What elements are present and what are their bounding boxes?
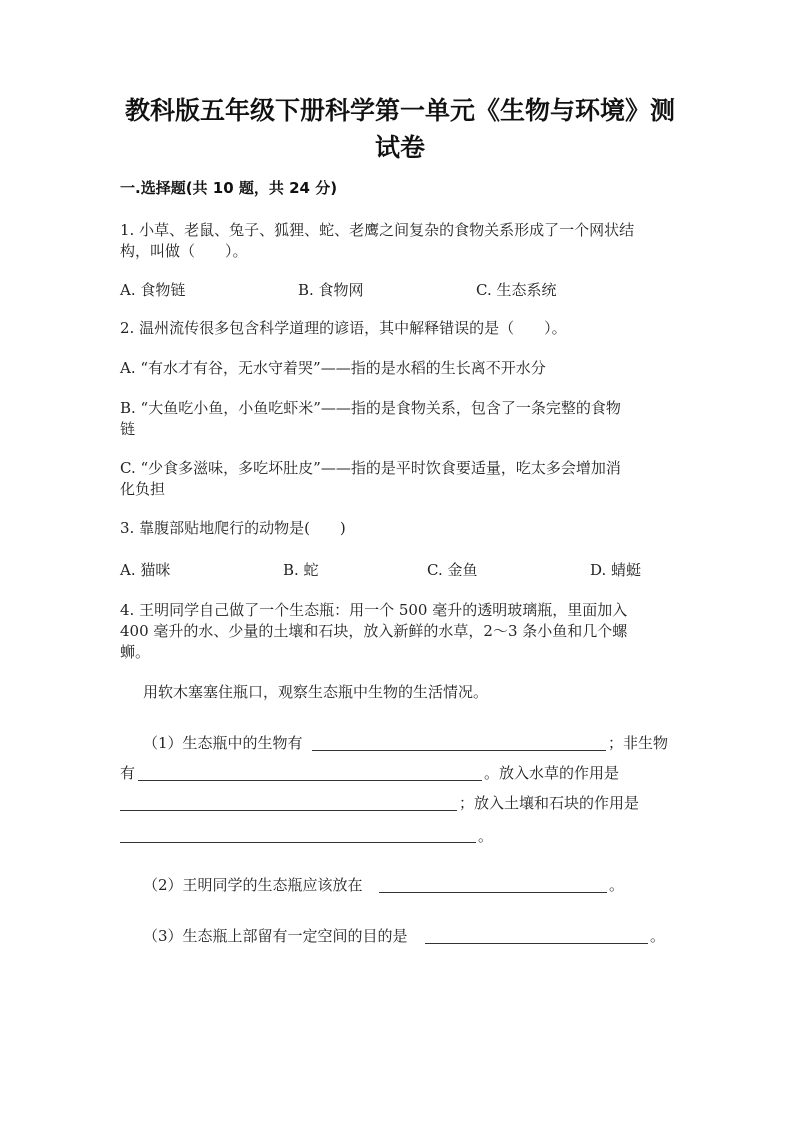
q4-stem-line-2: 400 毫升的水、少量的土壤和石块，放入新鲜的水草，2～3 条小鱼和几个螺 (120, 622, 628, 640)
q1-option-c: C. 生态系统 (476, 281, 557, 299)
q4-sub1-soil-purpose-label: ；放入土壤和石块的作用是 (459, 794, 640, 812)
q3-stem: 3. 靠腹部贴地爬行的动物是( ) (120, 519, 346, 537)
answer-blank-bottle-placement[interactable] (379, 892, 607, 893)
q4-sub2-period: 。 (609, 876, 625, 894)
q4-sub1-prompt: （1）生态瓶中的生物有 (143, 734, 303, 752)
q4-sub3-prompt: （3）生态瓶上部留有一定空间的目的是 (143, 927, 408, 945)
q2-option-c-line-1: C. “少食多滋味，多吃坏肚皮”——指的是平时饮食要适量，吃太多会增加消 (120, 459, 621, 477)
answer-blank-living-things[interactable] (312, 750, 606, 751)
q4-sub3-period: 。 (650, 927, 666, 945)
q2-option-a: A. “有水才有谷，无水守着哭”——指的是水稻的生长离不开水分 (120, 359, 546, 377)
answer-blank-space-purpose[interactable] (425, 943, 648, 944)
q4-sub1-have-label: 有 (120, 764, 136, 782)
q1-stem-line-2: 构，叫做（ ）。 (120, 242, 248, 260)
q3-option-c: C. 金鱼 (427, 561, 478, 579)
answer-blank-plant-purpose[interactable] (120, 810, 457, 811)
page-title (100, 92, 700, 166)
q2-option-b-line-1: B. “大鱼吃小鱼，小鱼吃虾米”——指的是食物关系，包含了一条完整的食物 (120, 399, 621, 417)
q4-sub1-plant-purpose-label: 。放入水草的作用是 (484, 764, 620, 782)
q3-option-d: D. 蜻蜓 (590, 561, 642, 579)
answer-blank-soil-purpose[interactable] (120, 842, 476, 843)
title-line-1: 教科版五年级下册科学第一单元《生物与环境》测 (124, 96, 675, 125)
q4-intro: 用软木塞塞住瓶口，观察生态瓶中生物的生活情况。 (143, 683, 489, 701)
title-line-2: 试卷 (374, 133, 425, 162)
q4-stem-line-3: 蛳。 (120, 643, 151, 661)
q1-option-b: B. 食物网 (298, 281, 364, 299)
q4-sub1-nonliving-label: ；非生物 (608, 734, 669, 752)
q2-option-b-line-2: 链 (120, 420, 136, 438)
q3-option-b: B. 蛇 (283, 561, 319, 579)
section-heading: 一.选择题(共 10 题，共 24 分) (120, 179, 338, 197)
q3-option-a: A. 猫咪 (120, 561, 171, 579)
q4-sub1-period: 。 (478, 827, 494, 845)
q1-stem-line-1: 1. 小草、老鼠、兔子、狐狸、蛇、老鹰之间复杂的食物关系形成了一个网状结 (120, 221, 635, 239)
answer-blank-nonliving-things[interactable] (138, 780, 482, 781)
q1-option-a: A. 食物链 (120, 281, 186, 299)
q4-stem-line-1: 4. 王明同学自己做了一个生态瓶：用一个 500 毫升的透明玻璃瓶，里面加入 (120, 601, 628, 619)
q2-option-c-line-2: 化负担 (120, 480, 166, 498)
q4-sub2-prompt: （2）王明同学的生态瓶应该放在 (143, 876, 363, 894)
q2-stem: 2. 温州流传很多包含科学道理的谚语，其中解释错误的是（ ）。 (120, 319, 567, 337)
